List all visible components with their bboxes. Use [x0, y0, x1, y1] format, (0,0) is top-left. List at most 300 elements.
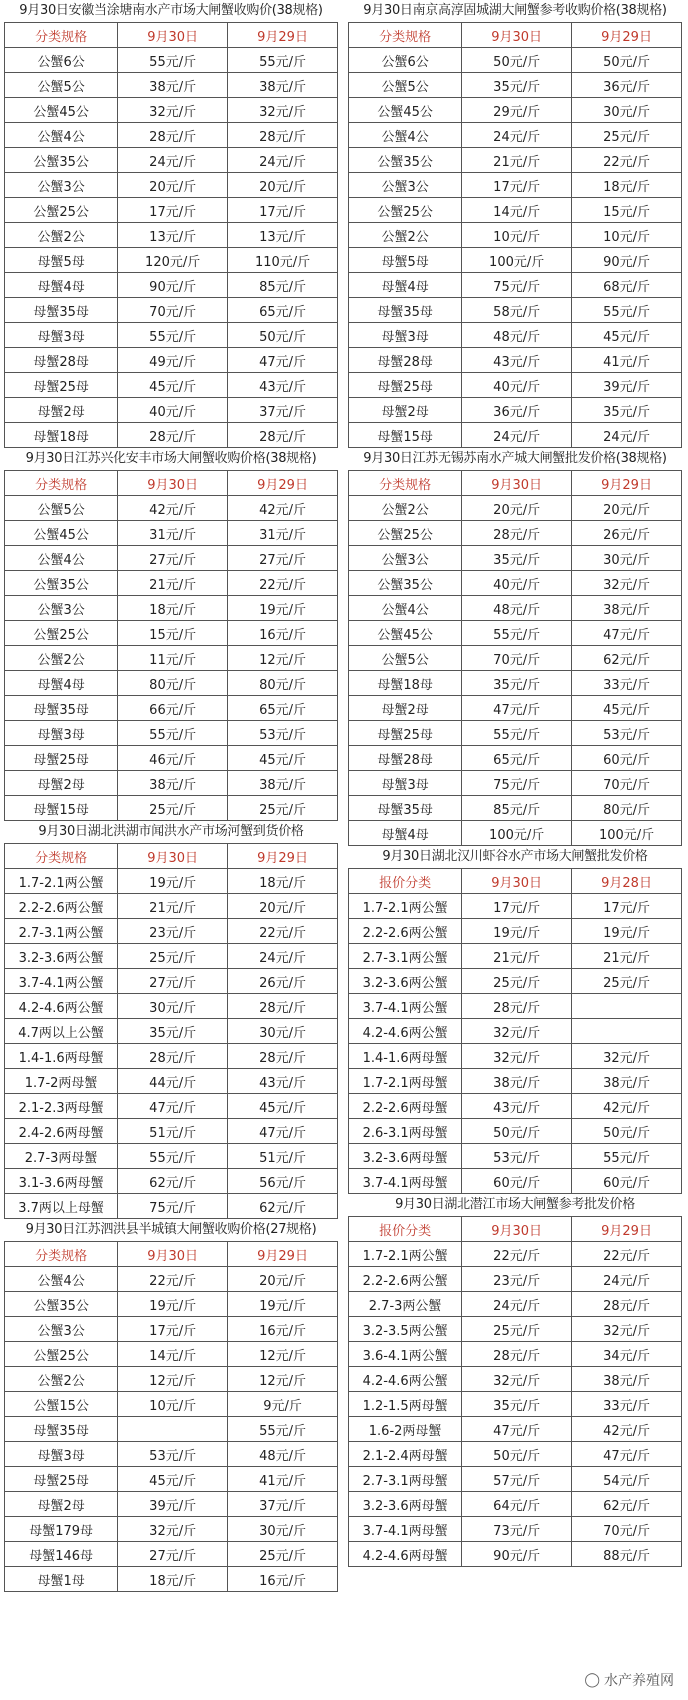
price-cell: 39元/斤 [572, 373, 682, 398]
price-cell: 51元/斤 [228, 1144, 338, 1169]
price-cell: 47元/斤 [572, 1442, 682, 1467]
table-row [349, 248, 682, 273]
spec-cell: 1.7-2.1两母蟹 [349, 1069, 462, 1094]
spec-cell: 4.2-4.6两公蟹 [349, 1019, 462, 1044]
price-cell: 53元/斤 [228, 721, 338, 746]
spec-cell: 2.7-3.1两母蟹 [349, 1467, 462, 1492]
table-row [5, 571, 338, 596]
spec-cell: 母蟹3母 [5, 721, 118, 746]
price-cell: 12元/斤 [228, 646, 338, 671]
price-cell: 46元/斤 [118, 746, 228, 771]
spec-cell: 母蟹28母 [5, 348, 118, 373]
price-cell: 60元/斤 [572, 746, 682, 771]
price-cell: 47元/斤 [572, 621, 682, 646]
price-cell: 13元/斤 [228, 223, 338, 248]
table-row [5, 1542, 338, 1567]
price-cell: 45元/斤 [572, 323, 682, 348]
table-row [5, 746, 338, 771]
price-cell: 28元/斤 [572, 1292, 682, 1317]
table-row [349, 1169, 682, 1194]
table-row [5, 198, 338, 223]
spec-cell: 母蟹25母 [349, 373, 462, 398]
spec-cell: 1.6-2两母蟹 [349, 1417, 462, 1442]
table-row [349, 1094, 682, 1119]
price-cell: 48元/斤 [228, 1442, 338, 1467]
header-cell: 9月29日 [228, 471, 338, 496]
price-cell: 24元/斤 [462, 423, 572, 448]
price-cell: 35元/斤 [462, 1392, 572, 1417]
spec-cell: 母蟹18母 [5, 423, 118, 448]
spec-cell: 公蟹2公 [349, 496, 462, 521]
price-cell: 24元/斤 [228, 944, 338, 969]
spec-cell: 公蟹4公 [5, 546, 118, 571]
spec-cell: 1.7-2.1两公蟹 [349, 894, 462, 919]
price-table-block [4, 1219, 338, 1592]
spec-cell: 公蟹35公 [5, 148, 118, 173]
price-cell: 41元/斤 [572, 348, 682, 373]
price-cell: 90元/斤 [118, 273, 228, 298]
price-cell: 16元/斤 [228, 621, 338, 646]
table-row [5, 273, 338, 298]
price-cell: 31元/斤 [118, 521, 228, 546]
spec-cell: 公蟹2公 [5, 646, 118, 671]
price-cell: 30元/斤 [572, 98, 682, 123]
table-row [5, 646, 338, 671]
price-cell: 62元/斤 [572, 646, 682, 671]
price-table [348, 22, 682, 448]
table-row [349, 1317, 682, 1342]
price-cell: 100元/斤 [572, 821, 682, 846]
table-header-row [349, 471, 682, 496]
price-cell: 64元/斤 [462, 1492, 572, 1517]
price-cell: 15元/斤 [572, 198, 682, 223]
price-cell: 37元/斤 [228, 398, 338, 423]
price-cell: 40元/斤 [462, 571, 572, 596]
table-row [5, 696, 338, 721]
table-row [5, 1442, 338, 1467]
table-row [349, 496, 682, 521]
price-cell: 18元/斤 [228, 869, 338, 894]
price-cell: 19元/斤 [118, 1292, 228, 1317]
price-cell: 28元/斤 [228, 1044, 338, 1069]
price-cell: 42元/斤 [572, 1417, 682, 1442]
header-cell: 分类规格 [5, 23, 118, 48]
table-row [349, 1467, 682, 1492]
spec-cell: 母蟹35母 [349, 298, 462, 323]
spec-cell: 公蟹4公 [5, 123, 118, 148]
price-cell: 55元/斤 [462, 621, 572, 646]
price-cell: 12元/斤 [228, 1367, 338, 1392]
price-cell: 21元/斤 [572, 944, 682, 969]
price-cell: 30元/斤 [118, 994, 228, 1019]
table-row [349, 173, 682, 198]
spec-cell: 公蟹3公 [5, 173, 118, 198]
price-cell: 19元/斤 [572, 919, 682, 944]
spec-cell: 公蟹15公 [5, 1392, 118, 1417]
price-cell: 70元/斤 [118, 298, 228, 323]
price-cell: 19元/斤 [462, 919, 572, 944]
price-cell: 45元/斤 [118, 1467, 228, 1492]
watermark-text: 水产养殖网 [604, 1673, 674, 1689]
table-row [5, 1292, 338, 1317]
header-cell: 9月30日 [462, 23, 572, 48]
table-row [349, 721, 682, 746]
price-cell: 13元/斤 [118, 223, 228, 248]
spec-cell: 2.2-2.6两公蟹 [5, 894, 118, 919]
price-cell: 42元/斤 [228, 496, 338, 521]
price-table [348, 868, 682, 1194]
header-cell: 9月28日 [572, 869, 682, 894]
price-cell: 15元/斤 [118, 621, 228, 646]
price-cell: 68元/斤 [572, 273, 682, 298]
table-row [5, 1019, 338, 1044]
table-row [349, 148, 682, 173]
price-cell: 33元/斤 [572, 1392, 682, 1417]
price-cell [572, 994, 682, 1019]
price-cell: 47元/斤 [462, 1417, 572, 1442]
table-row [349, 1542, 682, 1567]
price-cell: 32元/斤 [118, 1517, 228, 1542]
price-table [4, 843, 338, 1219]
table-row [349, 546, 682, 571]
price-cell: 50元/斤 [462, 1442, 572, 1467]
spec-cell: 公蟹5公 [349, 646, 462, 671]
table-row [349, 894, 682, 919]
price-cell: 32元/斤 [462, 1019, 572, 1044]
price-cell: 47元/斤 [228, 1119, 338, 1144]
table-row [5, 148, 338, 173]
price-table [4, 470, 338, 821]
spec-cell: 3.2-3.6两母蟹 [349, 1144, 462, 1169]
price-cell: 38元/斤 [228, 771, 338, 796]
price-cell: 28元/斤 [462, 994, 572, 1019]
table-row [349, 323, 682, 348]
table-row [5, 546, 338, 571]
spec-cell: 公蟹6公 [349, 48, 462, 73]
price-cell: 88元/斤 [572, 1542, 682, 1567]
table-row [5, 1144, 338, 1169]
price-cell: 27元/斤 [228, 546, 338, 571]
table-row [5, 721, 338, 746]
price-cell: 51元/斤 [118, 1119, 228, 1144]
table-row [5, 621, 338, 646]
price-cell: 66元/斤 [118, 696, 228, 721]
header-cell: 9月30日 [462, 869, 572, 894]
spec-cell: 公蟹4公 [349, 596, 462, 621]
price-cell: 57元/斤 [462, 1467, 572, 1492]
price-cell: 55元/斤 [462, 721, 572, 746]
price-cell: 70元/斤 [572, 771, 682, 796]
spec-cell: 3.2-3.6两公蟹 [349, 969, 462, 994]
spec-cell: 公蟹25公 [5, 1342, 118, 1367]
price-cell: 20元/斤 [228, 1267, 338, 1292]
price-cell: 20元/斤 [228, 894, 338, 919]
table-row [5, 894, 338, 919]
price-cell: 25元/斤 [228, 796, 338, 821]
table-row [5, 1194, 338, 1219]
price-cell: 17元/斤 [118, 198, 228, 223]
header-cell: 9月29日 [228, 844, 338, 869]
price-cell: 40元/斤 [462, 373, 572, 398]
spec-cell: 3.2-3.6两母蟹 [349, 1492, 462, 1517]
price-cell: 24元/斤 [462, 123, 572, 148]
spec-cell: 3.2-3.5两公蟹 [349, 1317, 462, 1342]
table-caption: 9月30日江苏泗洪县半城镇大闸蟹收购价格(27规格) [25, 1222, 317, 1237]
spec-cell: 3.6-4.1两公蟹 [349, 1342, 462, 1367]
table-row [5, 919, 338, 944]
price-cell: 34元/斤 [572, 1342, 682, 1367]
price-cell: 42元/斤 [572, 1094, 682, 1119]
header-cell: 报价分类 [349, 869, 462, 894]
table-row [5, 1367, 338, 1392]
spec-cell: 母蟹25母 [5, 1467, 118, 1492]
price-cell: 43元/斤 [228, 1069, 338, 1094]
table-row [349, 746, 682, 771]
price-cell: 80元/斤 [228, 671, 338, 696]
price-cell: 65元/斤 [228, 298, 338, 323]
spec-cell: 母蟹35母 [5, 1417, 118, 1442]
price-cell: 43元/斤 [462, 348, 572, 373]
table-caption: 9月30日江苏无锡苏南水产城大闸蟹批发价格(38规格) [363, 451, 667, 466]
table-header-row [5, 844, 338, 869]
price-cell: 45元/斤 [228, 746, 338, 771]
price-cell: 18元/斤 [118, 596, 228, 621]
spec-cell: 母蟹25母 [5, 746, 118, 771]
spec-cell: 公蟹45公 [5, 98, 118, 123]
price-cell: 49元/斤 [118, 348, 228, 373]
price-cell: 21元/斤 [118, 571, 228, 596]
price-cell: 53元/斤 [462, 1144, 572, 1169]
table-row [5, 521, 338, 546]
spec-cell: 2.7-3两公蟹 [349, 1292, 462, 1317]
table-row [349, 73, 682, 98]
price-cell: 24元/斤 [572, 1267, 682, 1292]
price-cell: 73元/斤 [462, 1517, 572, 1542]
price-cell: 58元/斤 [462, 298, 572, 323]
header-cell: 分类规格 [349, 471, 462, 496]
price-cell: 32元/斤 [118, 98, 228, 123]
price-cell: 25元/斤 [572, 969, 682, 994]
table-row [349, 1342, 682, 1367]
price-cell: 55元/斤 [572, 298, 682, 323]
price-cell: 60元/斤 [572, 1169, 682, 1194]
price-cell: 50元/斤 [462, 48, 572, 73]
price-cell: 43元/斤 [228, 373, 338, 398]
header-cell: 9月29日 [572, 1217, 682, 1242]
spec-cell: 公蟹25公 [349, 198, 462, 223]
spec-cell: 4.2-4.6两公蟹 [5, 994, 118, 1019]
table-row [5, 323, 338, 348]
spec-cell: 公蟹6公 [5, 48, 118, 73]
spec-cell: 母蟹3母 [349, 771, 462, 796]
price-cell: 70元/斤 [572, 1517, 682, 1542]
spec-cell: 2.6-3.1两母蟹 [349, 1119, 462, 1144]
spec-cell: 1.4-1.6两母蟹 [349, 1044, 462, 1069]
table-caption: 9月30日安徽当涂塘南水产市场大闸蟹收购价(38规格) [19, 3, 323, 18]
price-cell: 25元/斤 [228, 1542, 338, 1567]
table-row [349, 398, 682, 423]
table-row [349, 821, 682, 846]
spec-cell: 母蟹2母 [5, 1492, 118, 1517]
price-cell: 20元/斤 [572, 496, 682, 521]
price-cell: 20元/斤 [228, 173, 338, 198]
price-cell: 32元/斤 [572, 1044, 682, 1069]
table-row [349, 298, 682, 323]
table-row [5, 671, 338, 696]
price-cell: 47元/斤 [228, 348, 338, 373]
header-cell: 9月30日 [462, 1217, 572, 1242]
table-row [5, 223, 338, 248]
spec-cell: 母蟹28母 [349, 348, 462, 373]
price-cell: 55元/斤 [118, 323, 228, 348]
price-cell: 28元/斤 [228, 123, 338, 148]
price-cell: 60元/斤 [462, 1169, 572, 1194]
spec-cell: 母蟹35母 [5, 298, 118, 323]
table-header-row [349, 1217, 682, 1242]
price-cell: 9元/斤 [228, 1392, 338, 1417]
spec-cell: 公蟹35公 [349, 148, 462, 173]
spec-cell: 公蟹45公 [5, 521, 118, 546]
spec-cell: 公蟹45公 [349, 621, 462, 646]
price-cell: 100元/斤 [462, 821, 572, 846]
table-row [349, 273, 682, 298]
price-cell: 28元/斤 [228, 423, 338, 448]
header-cell: 9月30日 [118, 1242, 228, 1267]
price-cell: 70元/斤 [462, 646, 572, 671]
price-cell: 28元/斤 [118, 1044, 228, 1069]
spec-cell: 公蟹35公 [5, 1292, 118, 1317]
table-row [5, 596, 338, 621]
header-cell: 9月30日 [462, 471, 572, 496]
table-row [349, 198, 682, 223]
price-cell: 17元/斤 [118, 1317, 228, 1342]
table-row [5, 1169, 338, 1194]
price-cell: 50元/斤 [572, 48, 682, 73]
price-table [348, 470, 682, 846]
table-row [349, 1417, 682, 1442]
price-cell: 23元/斤 [118, 919, 228, 944]
price-cell: 28元/斤 [462, 1342, 572, 1367]
table-caption: 9月30日湖北汉川虾谷水产市场大闸蟹批发价格 [382, 849, 648, 864]
table-row [349, 98, 682, 123]
price-cell: 22元/斤 [572, 1242, 682, 1267]
table-row [349, 348, 682, 373]
price-cell: 28元/斤 [118, 423, 228, 448]
price-cell: 35元/斤 [118, 1019, 228, 1044]
price-cell: 21元/斤 [462, 944, 572, 969]
table-row [349, 696, 682, 721]
table-row [349, 1367, 682, 1392]
table-row [5, 1119, 338, 1144]
table-row [5, 423, 338, 448]
table-row [5, 969, 338, 994]
table-row [349, 671, 682, 696]
spec-cell: 公蟹35公 [349, 571, 462, 596]
price-cell: 22元/斤 [462, 1242, 572, 1267]
header-cell: 分类规格 [5, 1242, 118, 1267]
price-cell: 55元/斤 [228, 48, 338, 73]
price-cell: 40元/斤 [118, 398, 228, 423]
table-row [5, 373, 338, 398]
table-row [349, 994, 682, 1019]
header-cell: 9月29日 [228, 1242, 338, 1267]
price-cell: 47元/斤 [118, 1094, 228, 1119]
spec-cell: 2.1-2.3两母蟹 [5, 1094, 118, 1119]
header-cell: 分类规格 [349, 23, 462, 48]
price-cell: 23元/斤 [462, 1267, 572, 1292]
price-cell: 80元/斤 [572, 796, 682, 821]
table-row [5, 771, 338, 796]
price-cell: 17元/斤 [462, 173, 572, 198]
price-cell: 38元/斤 [118, 771, 228, 796]
price-cell: 75元/斤 [462, 771, 572, 796]
table-row [349, 123, 682, 148]
table-row [349, 521, 682, 546]
table-row [349, 571, 682, 596]
spec-cell: 2.2-2.6两公蟹 [349, 1267, 462, 1292]
table-row [5, 1517, 338, 1542]
header-cell: 9月29日 [572, 471, 682, 496]
price-cell: 24元/斤 [572, 423, 682, 448]
table-row [349, 48, 682, 73]
price-cell: 14元/斤 [462, 198, 572, 223]
price-cell: 43元/斤 [462, 1094, 572, 1119]
table-row [5, 398, 338, 423]
price-cell: 85元/斤 [462, 796, 572, 821]
price-cell: 36元/斤 [462, 398, 572, 423]
price-table-block [4, 821, 338, 1219]
price-cell: 48元/斤 [462, 596, 572, 621]
spec-cell: 1.7-2.1两公蟹 [349, 1242, 462, 1267]
price-cell: 24元/斤 [228, 148, 338, 173]
watermark [584, 1670, 674, 1690]
price-cell: 35元/斤 [462, 671, 572, 696]
spec-cell: 3.7两以上母蟹 [5, 1194, 118, 1219]
right-column [348, 0, 682, 1567]
price-cell: 38元/斤 [118, 73, 228, 98]
price-cell: 38元/斤 [572, 1069, 682, 1094]
table-row [349, 373, 682, 398]
price-cell: 28元/斤 [228, 994, 338, 1019]
table-row [5, 1342, 338, 1367]
spec-cell: 母蟹3母 [349, 323, 462, 348]
spec-cell: 公蟹25公 [349, 521, 462, 546]
spec-cell: 2.7-3.1两公蟹 [5, 919, 118, 944]
price-cell: 55元/斤 [118, 48, 228, 73]
spec-cell: 公蟹2公 [5, 1367, 118, 1392]
table-row [349, 969, 682, 994]
price-cell: 20元/斤 [118, 173, 228, 198]
price-cell: 53元/斤 [118, 1442, 228, 1467]
price-cell: 32元/斤 [572, 571, 682, 596]
header-cell: 9月29日 [572, 23, 682, 48]
price-cell: 54元/斤 [572, 1467, 682, 1492]
price-cell: 16元/斤 [228, 1567, 338, 1592]
price-cell: 62元/斤 [118, 1169, 228, 1194]
table-row [5, 1567, 338, 1592]
spec-cell: 3.1-3.6两母蟹 [5, 1169, 118, 1194]
price-table [348, 1216, 682, 1567]
price-cell: 38元/斤 [572, 1367, 682, 1392]
table-row [349, 1069, 682, 1094]
spec-cell: 母蟹15母 [5, 796, 118, 821]
price-cell: 22元/斤 [228, 919, 338, 944]
price-cell: 32元/斤 [228, 98, 338, 123]
price-table-block [348, 1194, 682, 1567]
spec-cell: 公蟹3公 [349, 546, 462, 571]
table-caption: 9月30日江苏兴化安丰市场大闸蟹收购价格(38规格) [25, 451, 317, 466]
table-row [5, 796, 338, 821]
